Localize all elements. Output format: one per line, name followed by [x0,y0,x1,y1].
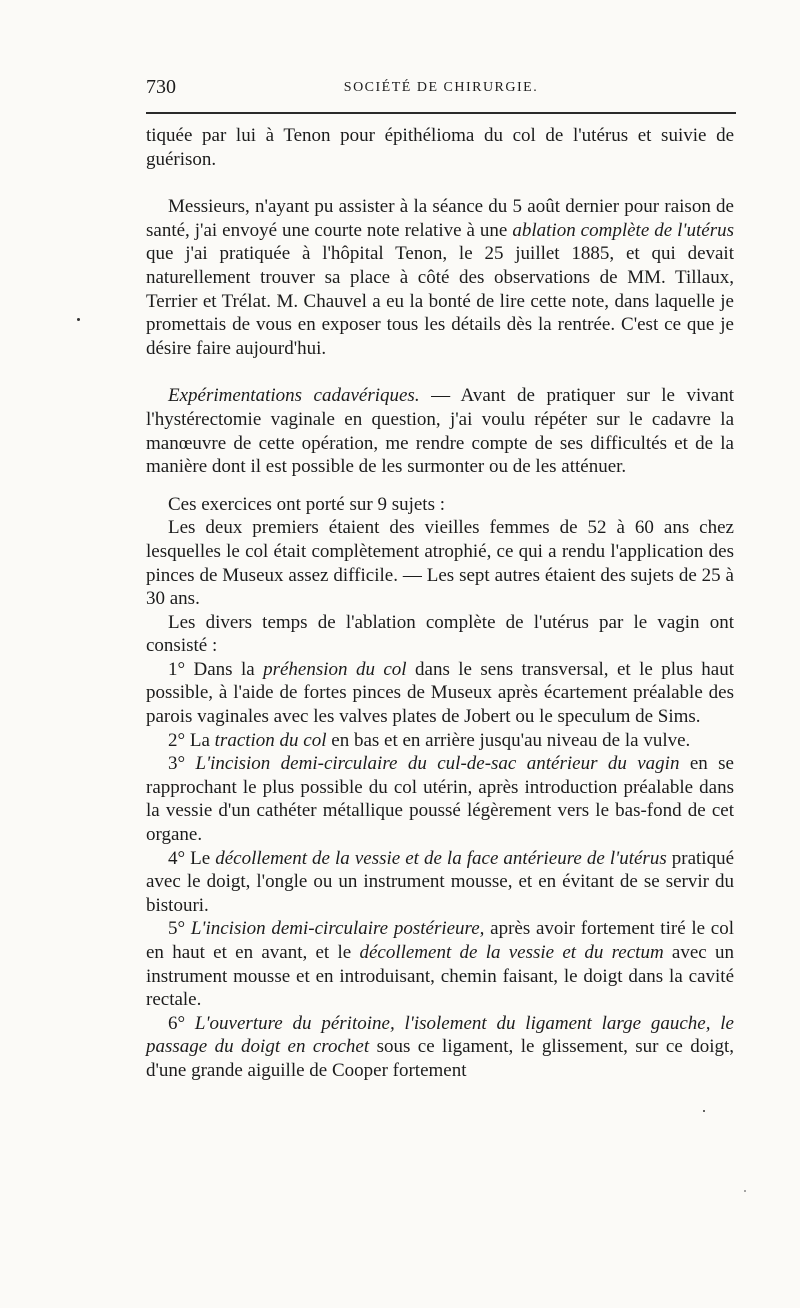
italic-phrase: L'incision demi-circulaire du cul-de-sac antérieur du vagin [195,753,680,775]
print-speck [77,318,80,321]
paragraph-continuation: tiquée par lui à Tenon pour épithélioma du col de l'utérus et suivie de guérison. [146,125,734,170]
italic-phrase: L'ouverture du péritoine, l'isolement du ligament large gauche, le passage du doigt en crochet [146,1012,734,1058]
paragraph-subjects: Ces exercices ont porté sur 9 sujets : [168,493,446,515]
italic-phrase: préhension du col [263,658,407,680]
italic-phrase: décollement de la vessie et de la face antérieure de l'utérus [215,847,667,869]
step-6: 6° L'ouverture du péritoine, l'isolement du ligament large gauche, le passage du doigt en crochet sous ce ligament, le glissement, sur ce doigt, d'une grande aiguille de Cooper fortement [146,1012,735,1081]
paragraph-introduction: Messieurs, n'ayant pu assister à la séance du 5 août dernier pour raison de santé, j'ai envoyé une courte note relative à une ablation complète de l'utérus que j'ai pratiquée à l'hôpital Tenon, le 25 juillet 1885, et qui devait naturellement trouver sa place à côté des observations de MM. Tillaux, Terrier et Trélat. M. Chauvel a eu la bonté de lire cette note, dans laquelle je promettais de vous en exposer tous les détails dès la rentrée. C'est ce que je désire faire aujourd'hui. [146,196,734,359]
step-2: 2° La traction du col en bas et en arrière jusqu'au niveau de la vulve. [168,729,691,751]
italic-phrase: ablation complète de l'utérus [512,219,734,241]
step-5: 5° L'incision demi-circulaire postérieure, après avoir fortement tiré le col en haut et en avant, et le décollement de la vessie et du rectum avec un instrument mousse et en introduisant, chemin faisant, le doigt dans la cavité rectale. [146,918,734,1011]
body-text [146,124,734,1083]
step-1: 1° Dans la préhension du col dans le sens transversal, et le plus haut possible, à l'aide de fortes pinces de Museux après écartement préalable des parois vaginales avec les valves plates de Jobert ou le speculum de Sims. [146,658,735,728]
section-heading-italic: Expérimentations cadavériques. [168,385,420,407]
paragraph-experiments: Expérimentations cadavériques. — Avant de pratiquer sur le vivant l'hystérectomie vaginale en question, j'ai voulu répéter sur le cadavre la manœuvre de cette opération, me rendre compte de ses difficultés et de la manière dont il est possible de les surmonter ou de les atténuer. [146,385,734,478]
italic-phrase: L'incision demi-circulaire postérieure, [190,918,485,940]
running-head: SOCIÉTÉ DE CHIRURGIE. [343,80,539,95]
print-speck [744,1190,746,1192]
paragraph-first-subjects: Les deux premiers étaient des vieilles femmes de 52 à 60 ans chez lesquelles le col était complètement atrophié, ce qui a rendu l'application des pinces de Museux assez difficile. — Les sept autres étaient des sujets de 25 à 30 ans. [146,517,734,610]
italic-phrase: traction du col [214,729,327,751]
step-4: 4° Le décollement de la vessie et de la face antérieure de l'utérus pratiqué avec le doigt, l'ongle ou un instrument mousse, et en évitant de se servir du bistouri. [146,847,735,916]
italic-phrase: décollement de la vessie et du rectum [359,942,664,963]
header-rule [146,112,736,114]
paragraph-steps-intro: Les divers temps de l'ablation complète de l'utérus par le vagin ont consisté : [146,611,734,657]
print-speck [703,1110,705,1112]
page-number: 730 [146,76,176,98]
page-header [146,76,736,100]
step-3: 3° L'incision demi-circulaire du cul-de-sac antérieur du vagin en se rapprochant le plus possible du col utérin, après introduction préalable dans la vessie d'un cathéter métallique poussé légèrement vers le bas-fond de cet organe. [146,753,734,846]
